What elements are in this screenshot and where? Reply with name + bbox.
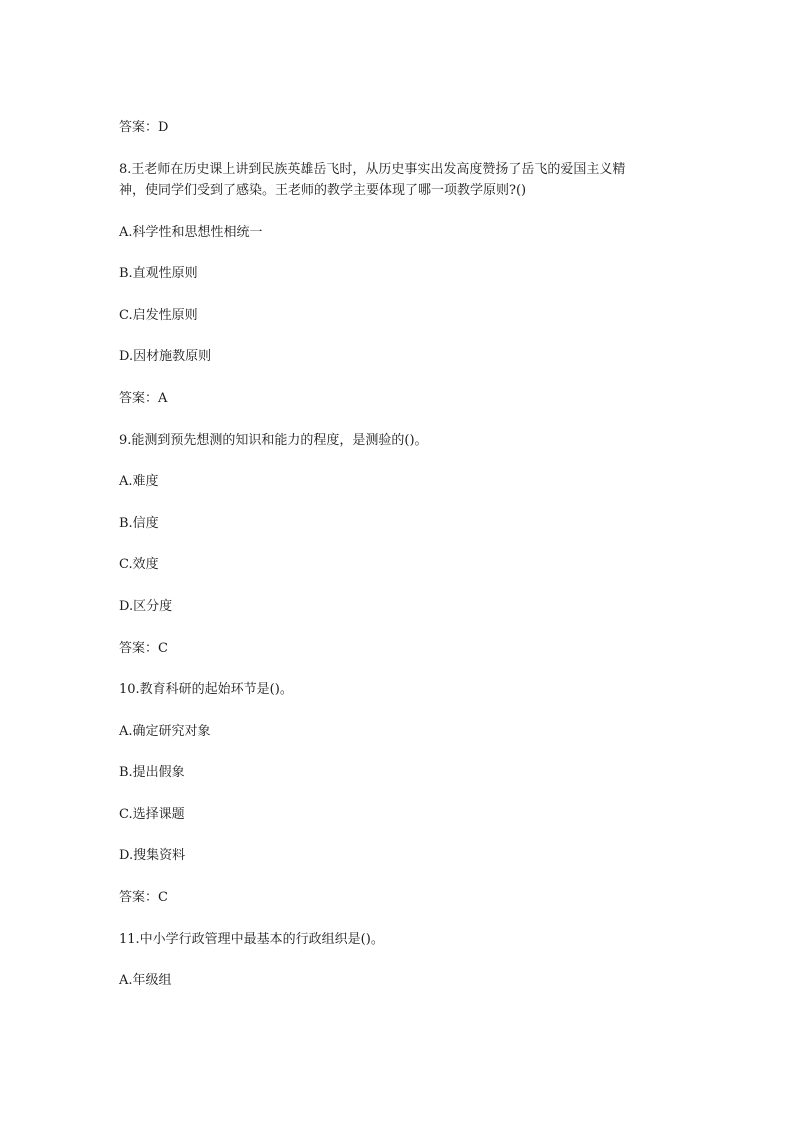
question-10-option-d: D.搜集资料 bbox=[119, 848, 186, 863]
question-9-option-a: A.难度 bbox=[119, 474, 159, 489]
question-10-option-c: C.选择课题 bbox=[119, 807, 185, 822]
question-8-option-a: A.科学性和思想性相统一 bbox=[119, 225, 263, 240]
question-8-option-b: B.直观性原则 bbox=[119, 266, 198, 281]
answer-9: 答案：C bbox=[119, 641, 168, 656]
question-8-line-2: 神，使同学们受到了感染。王老师的教学主要体现了哪一项教学原则?() bbox=[119, 183, 527, 198]
answer-8: 答案：A bbox=[119, 391, 168, 406]
answer-7: 答案：D bbox=[119, 120, 169, 135]
question-8-line-1: 8.王老师在历史课上讲到民族英雄岳飞时，从历史事实出发高度赞扬了岳飞的爱国主义精 bbox=[119, 162, 626, 177]
question-10-option-a: A.确定研究对象 bbox=[119, 724, 211, 739]
question-9-option-b: B.信度 bbox=[119, 516, 159, 531]
question-10-option-b: B.提出假象 bbox=[119, 765, 185, 780]
question-9: 9.能测到预先想测的知识和能力的程度，是测验的()。 bbox=[119, 433, 428, 448]
question-9-option-d: D.区分度 bbox=[119, 599, 173, 614]
question-8-option-d: D.因材施教原则 bbox=[119, 349, 212, 364]
question-11-option-a: A.年级组 bbox=[119, 973, 172, 988]
answer-10: 答案：C bbox=[119, 890, 168, 905]
question-8-option-c: C.启发性原则 bbox=[119, 308, 198, 323]
question-10: 10.教育科研的起始环节是()。 bbox=[119, 682, 293, 697]
question-9-option-c: C.效度 bbox=[119, 557, 159, 572]
question-11: 11.中小学行政管理中最基本的行政组织是()。 bbox=[119, 932, 384, 947]
